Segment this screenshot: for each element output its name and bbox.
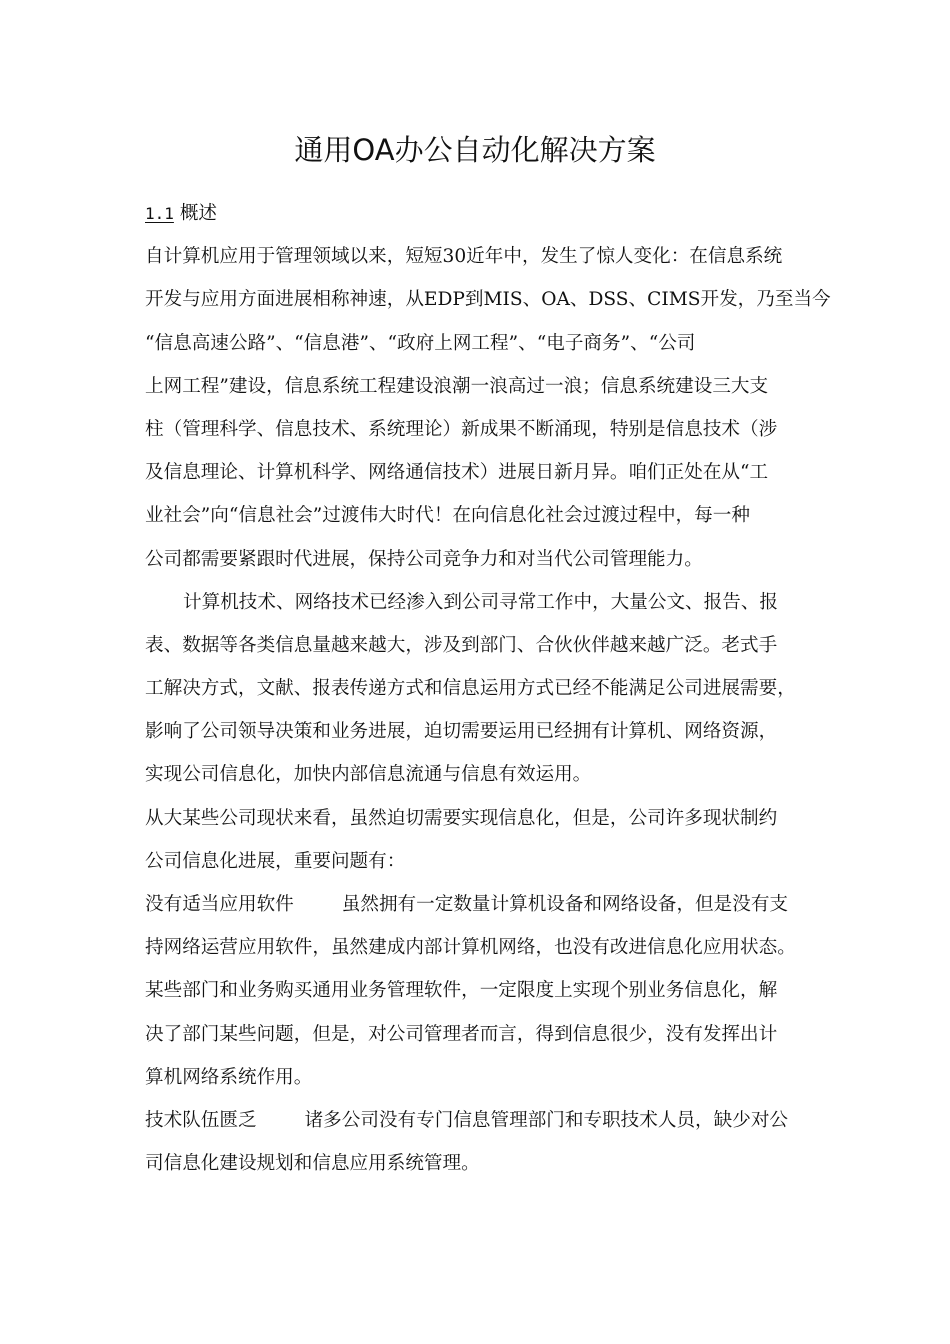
- paragraph-line: 计算机技术、网络技术已经渗入到公司寻常工作中，大量公文、报告、报: [183, 591, 779, 613]
- paragraph-line: 业社会”向“信息社会”过渡伟大时代！在向信息化社会过渡过程中，每一种: [145, 505, 750, 527]
- paragraph-line: 自计算机应用于管理领域以来，短短30近年中，发生了惊人变化：在信息系统: [145, 246, 783, 268]
- section-number: 1.1: [145, 204, 174, 223]
- paragraph-line: 从大某些公司现状来看，虽然迫切需要实现信息化，但是，公司许多现状制约: [145, 807, 778, 829]
- paragraph-line: 公司都需要紧跟时代进展，保持公司竞争力和对当代公司管理能力。: [145, 548, 703, 570]
- paragraph-line: “信息高速公路”、“信息港”、“政府上网工程”、“电子商务”、“公司: [145, 332, 696, 354]
- paragraph-line: 某些部门和业务购买通用业务管理软件，一定限度上实现个别业务信息化，解: [145, 980, 778, 1002]
- paragraph-line: 上网工程”建设，信息系统工程建设浪潮一浪高过一浪；信息系统建设三大支: [145, 375, 769, 397]
- paragraph-line: 持网络运营应用软件，虽然建成内部计算机网络，也没有改进信息化应用状态。: [145, 937, 796, 959]
- paragraph-line: 影响了公司领导决策和业务进展，迫切需要运用已经拥有计算机、网络资源，: [145, 721, 778, 743]
- paragraph-line: 实现公司信息化，加快内部信息流通与信息有效运用。: [145, 764, 592, 786]
- paragraph-line: 工解决方式，文献、报表传递方式和信息运用方式已经不能满足公司进展需要，: [145, 678, 796, 700]
- paragraph-line: 柱（管理科学、信息技术、系统理论）新成果不断涌现，特别是信息技术（涉: [145, 418, 778, 440]
- paragraph-line: 开发与应用方面进展相称神速，从EDP到MIS、OA、DSS、CIMS开发，乃至当今: [145, 289, 831, 311]
- issue-label: 技术队伍匮乏: [145, 1109, 257, 1131]
- document-body: [145, 192, 831, 1185]
- section-title: 概述: [179, 203, 218, 224]
- issue-line-2: [145, 1099, 815, 1142]
- paragraph-line: 及信息理论、计算机科学、网络通信技术）进展日新月异。咱们正处在从“工: [145, 462, 769, 484]
- paragraph-line: 司信息化建设规划和信息应用系统管理。: [145, 1153, 480, 1175]
- document-title: 通用OA办公自动化解决方案: [294, 133, 656, 167]
- paragraph-line: 表、数据等各类信息量越来越大，涉及到部门、合伙伙伴越来越广泛。老式手: [145, 634, 778, 656]
- issue-text: 诸多公司没有专门信息管理部门和专职技术人员，缺少对公: [304, 1109, 789, 1131]
- paragraph-line: 算机网络系统作用。: [145, 1066, 313, 1088]
- section-heading: [145, 192, 815, 235]
- issue-text: 虽然拥有一定数量计算机设备和网络设备，但是没有支: [341, 894, 789, 915]
- paragraph-line: 公司信息化进展，重要问题有：: [145, 850, 406, 872]
- paragraph-line: 决了部门某些问题，但是，对公司管理者而言，得到信息很少，没有发挥出计: [145, 1023, 778, 1045]
- issue-line-1: [145, 883, 815, 926]
- issue-label: 没有适当应用软件: [145, 894, 294, 915]
